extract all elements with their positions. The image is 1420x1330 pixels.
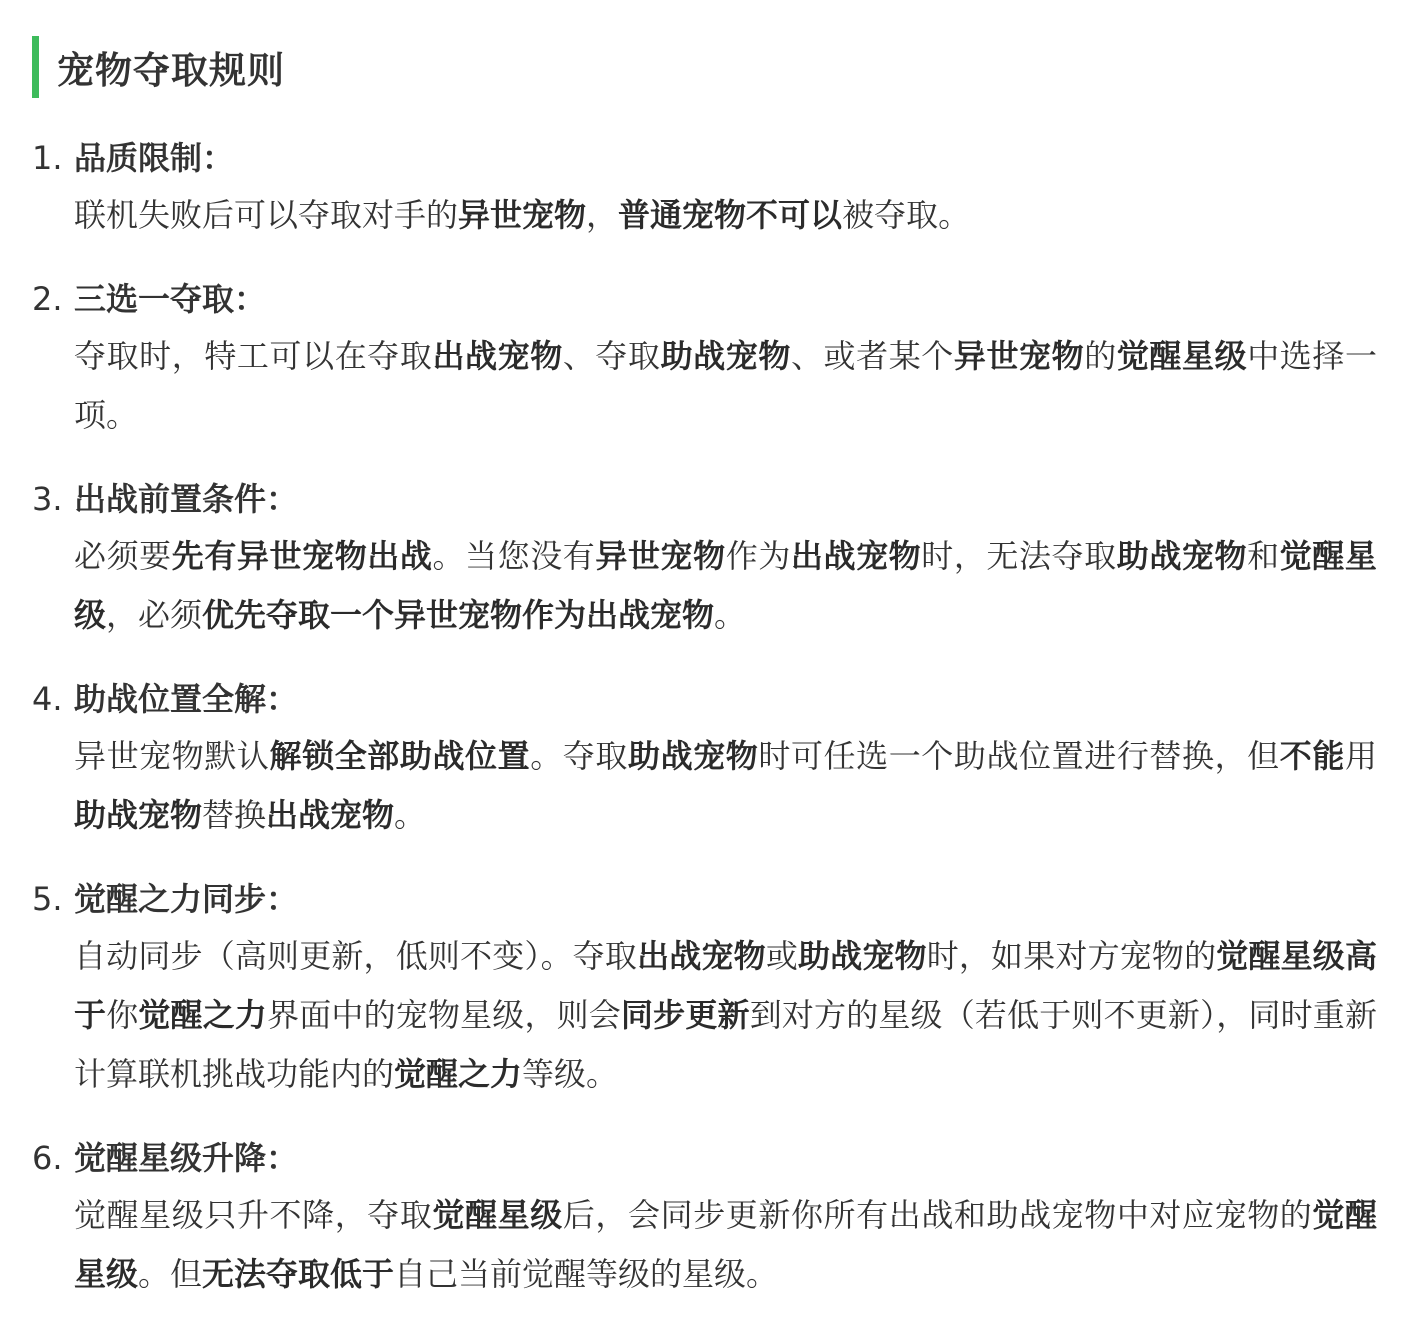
body-text: 界面中的宠物星级，则会 bbox=[267, 996, 621, 1034]
body-text: 中选择一项。 bbox=[74, 337, 1377, 434]
body-text: 。但 bbox=[138, 1255, 203, 1293]
rule-item bbox=[32, 671, 1377, 845]
emphasis-text: 先有异世宠物出战 bbox=[171, 537, 433, 575]
body-text: 。 bbox=[394, 796, 427, 834]
body-text: 的 bbox=[1084, 337, 1117, 375]
emphasis-text: 觉醒之力 bbox=[394, 1055, 523, 1093]
body-text: ，必须 bbox=[106, 596, 203, 634]
emphasis-text: 助战宠物 bbox=[628, 737, 759, 775]
emphasis-text: 异世宠物 bbox=[458, 196, 587, 234]
emphasis-text: 助战宠物 bbox=[1116, 537, 1248, 575]
rule-number: 4. bbox=[32, 680, 63, 718]
emphasis-text: 出战宠物 bbox=[432, 337, 563, 375]
emphasis-text: 同步更新 bbox=[620, 996, 750, 1034]
rule-item bbox=[32, 130, 1377, 245]
body-text: 或 bbox=[765, 937, 798, 975]
emphasis-text: 无法夺取低于 bbox=[202, 1255, 395, 1293]
rule-description bbox=[74, 186, 1377, 245]
emphasis-text: 助战宠物 bbox=[74, 796, 203, 834]
emphasis-text: 异世宠物 bbox=[953, 337, 1085, 375]
body-text: 到对方的星级（若低于则不更新），同时重新计算联机挑战功能内的 bbox=[74, 996, 1377, 1093]
body-text: 夺取时，特工可以在夺取 bbox=[74, 337, 433, 375]
rule-title: 助战位置全解： bbox=[74, 680, 299, 718]
emphasis-text: 觉醒星级 bbox=[1116, 337, 1248, 375]
emphasis-text: 不能 bbox=[1279, 737, 1345, 775]
page-title: 宠物夺取规则 bbox=[57, 49, 285, 92]
rule-heading bbox=[32, 1130, 1377, 1186]
emphasis-text: 助战宠物 bbox=[660, 337, 791, 375]
rule-number: 1. bbox=[32, 139, 63, 177]
rule-item bbox=[32, 871, 1377, 1104]
emphasis-text: 觉醒之力 bbox=[138, 996, 268, 1034]
rule-heading bbox=[32, 871, 1377, 927]
body-text: 等级。 bbox=[522, 1055, 619, 1093]
body-text: 、或者某个 bbox=[790, 337, 954, 375]
emphasis-text: 解锁全部助战位置 bbox=[269, 737, 531, 775]
rule-description bbox=[74, 1186, 1377, 1304]
body-text: 。 bbox=[714, 596, 747, 634]
rules-list bbox=[32, 130, 1377, 1330]
rule-number: 6. bbox=[32, 1139, 63, 1177]
title-accent-bar bbox=[32, 36, 39, 98]
body-text: 被夺取。 bbox=[842, 196, 971, 234]
rule-description bbox=[74, 327, 1377, 445]
rule-item bbox=[32, 271, 1377, 445]
body-text: 用 bbox=[1344, 737, 1377, 775]
rule-heading bbox=[32, 130, 1377, 186]
emphasis-text: 觉醒星级高于 bbox=[74, 937, 1377, 1034]
rule-title: 出战前置条件： bbox=[74, 480, 299, 518]
body-text: 。当您没有 bbox=[432, 537, 596, 575]
body-text: 作为 bbox=[725, 537, 791, 575]
rule-number: 3. bbox=[32, 480, 63, 518]
rule-item bbox=[32, 471, 1377, 645]
body-text: 、夺取 bbox=[562, 337, 661, 375]
body-text: 觉醒星级只升不降，夺取 bbox=[74, 1196, 433, 1234]
emphasis-text: 出战宠物 bbox=[637, 937, 766, 975]
body-text: ， bbox=[586, 196, 619, 234]
rule-title: 觉醒星级升降： bbox=[74, 1139, 299, 1177]
body-text: 时，无法夺取 bbox=[921, 537, 1117, 575]
body-text: 必须要 bbox=[74, 537, 172, 575]
body-text: 后，会同步更新你所有出战和助战宠物中对应宠物的 bbox=[562, 1196, 1313, 1234]
rule-description bbox=[74, 727, 1377, 845]
rule-heading bbox=[32, 271, 1377, 327]
body-text: 你 bbox=[106, 996, 139, 1034]
emphasis-text: 觉醒星级 bbox=[74, 537, 1377, 634]
body-text: 替换 bbox=[202, 796, 267, 834]
rule-description bbox=[74, 527, 1377, 645]
rule-heading bbox=[32, 471, 1377, 527]
emphasis-text: 助战宠物 bbox=[798, 937, 927, 975]
header bbox=[32, 36, 285, 98]
emphasis-text: 出战宠物 bbox=[266, 796, 395, 834]
emphasis-text: 觉醒星级 bbox=[74, 1196, 1377, 1293]
body-text: 异世宠物默认 bbox=[74, 737, 270, 775]
emphasis-text: 普通宠物不可以 bbox=[618, 196, 843, 234]
body-text: 自己当前觉醒等级的星级。 bbox=[394, 1255, 779, 1293]
rule-title: 三选一夺取： bbox=[74, 280, 267, 318]
body-text: 时，如果对方宠物的 bbox=[926, 937, 1217, 975]
rule-heading bbox=[32, 671, 1377, 727]
rule-item bbox=[32, 1130, 1377, 1304]
body-text: 自动同步（高则更新，低则不变）。夺取 bbox=[74, 937, 638, 975]
rule-number: 2. bbox=[32, 280, 63, 318]
body-text: 联机失败后可以夺取对手的 bbox=[74, 196, 459, 234]
emphasis-text: 异世宠物 bbox=[595, 537, 726, 575]
body-text: 时可任选一个助战位置进行替换，但 bbox=[758, 737, 1280, 775]
body-text: 和 bbox=[1247, 537, 1280, 575]
rule-number: 5. bbox=[32, 880, 63, 918]
rule-title: 觉醒之力同步： bbox=[74, 880, 299, 918]
emphasis-text: 优先夺取一个异世宠物作为出战宠物 bbox=[202, 596, 715, 634]
rule-title: 品质限制： bbox=[74, 139, 235, 177]
emphasis-text: 觉醒星级 bbox=[432, 1196, 563, 1234]
rule-description bbox=[74, 927, 1377, 1104]
body-text: 。夺取 bbox=[530, 737, 628, 775]
emphasis-text: 出战宠物 bbox=[790, 537, 922, 575]
